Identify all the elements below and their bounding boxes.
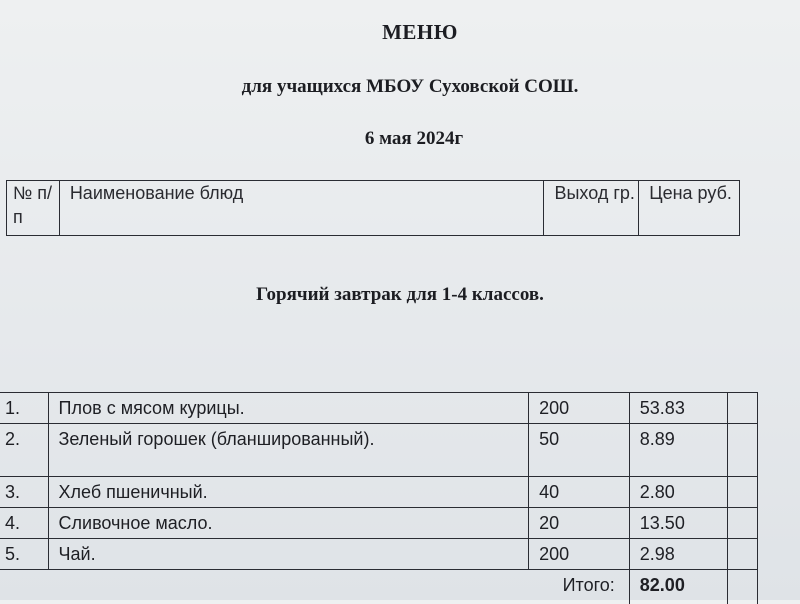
total-value: 82.00 <box>629 570 728 604</box>
table-row <box>0 424 758 477</box>
empty-cell <box>728 508 758 539</box>
total-label: Итого: <box>529 570 630 604</box>
empty-cell <box>728 393 758 424</box>
header-col-yield: Выход гр. <box>544 181 639 236</box>
document-title: МЕНЮ <box>0 20 800 45</box>
document-date: 6 мая 2024г <box>0 128 800 150</box>
menu-table <box>0 392 758 604</box>
empty-cell <box>728 570 758 604</box>
empty-cell <box>728 477 758 508</box>
document-subtitle: для учащихся МБОУ Суховской СОШ. <box>0 76 800 98</box>
item-yield: 200 <box>529 539 630 570</box>
table-row <box>0 477 758 508</box>
item-num: 5. <box>0 539 48 570</box>
item-price: 13.50 <box>629 508 728 539</box>
empty-cell <box>728 539 758 570</box>
item-yield: 40 <box>529 477 630 508</box>
table-row <box>0 508 758 539</box>
item-num: 4. <box>0 508 48 539</box>
empty-cell <box>48 570 529 604</box>
empty-cell <box>0 570 48 604</box>
item-name: Хлеб пшеничный. <box>48 477 529 508</box>
item-num: 1. <box>0 393 48 424</box>
header-col-name: Наименование блюд <box>59 181 544 236</box>
empty-cell <box>728 424 758 477</box>
item-yield: 50 <box>529 424 630 477</box>
header-col-price: Цена руб. <box>639 181 740 236</box>
item-name: Зеленый горошек (бланшированный). <box>48 424 529 477</box>
section-heading: Горячий завтрак для 1-4 классов. <box>0 284 800 306</box>
item-yield: 20 <box>529 508 630 539</box>
item-price: 8.89 <box>629 424 728 477</box>
item-price: 53.83 <box>629 393 728 424</box>
item-num: 2. <box>0 424 48 477</box>
item-price: 2.98 <box>629 539 728 570</box>
header-table <box>6 180 740 236</box>
header-col-num: № п/п <box>7 181 60 236</box>
table-row <box>0 539 758 570</box>
header-row <box>7 181 740 236</box>
total-row <box>0 570 758 604</box>
item-num: 3. <box>0 477 48 508</box>
item-price: 2.80 <box>629 477 728 508</box>
table-row <box>0 393 758 424</box>
item-name: Плов с мясом курицы. <box>48 393 529 424</box>
item-name: Чай. <box>48 539 529 570</box>
item-name: Сливочное масло. <box>48 508 529 539</box>
item-yield: 200 <box>529 393 630 424</box>
